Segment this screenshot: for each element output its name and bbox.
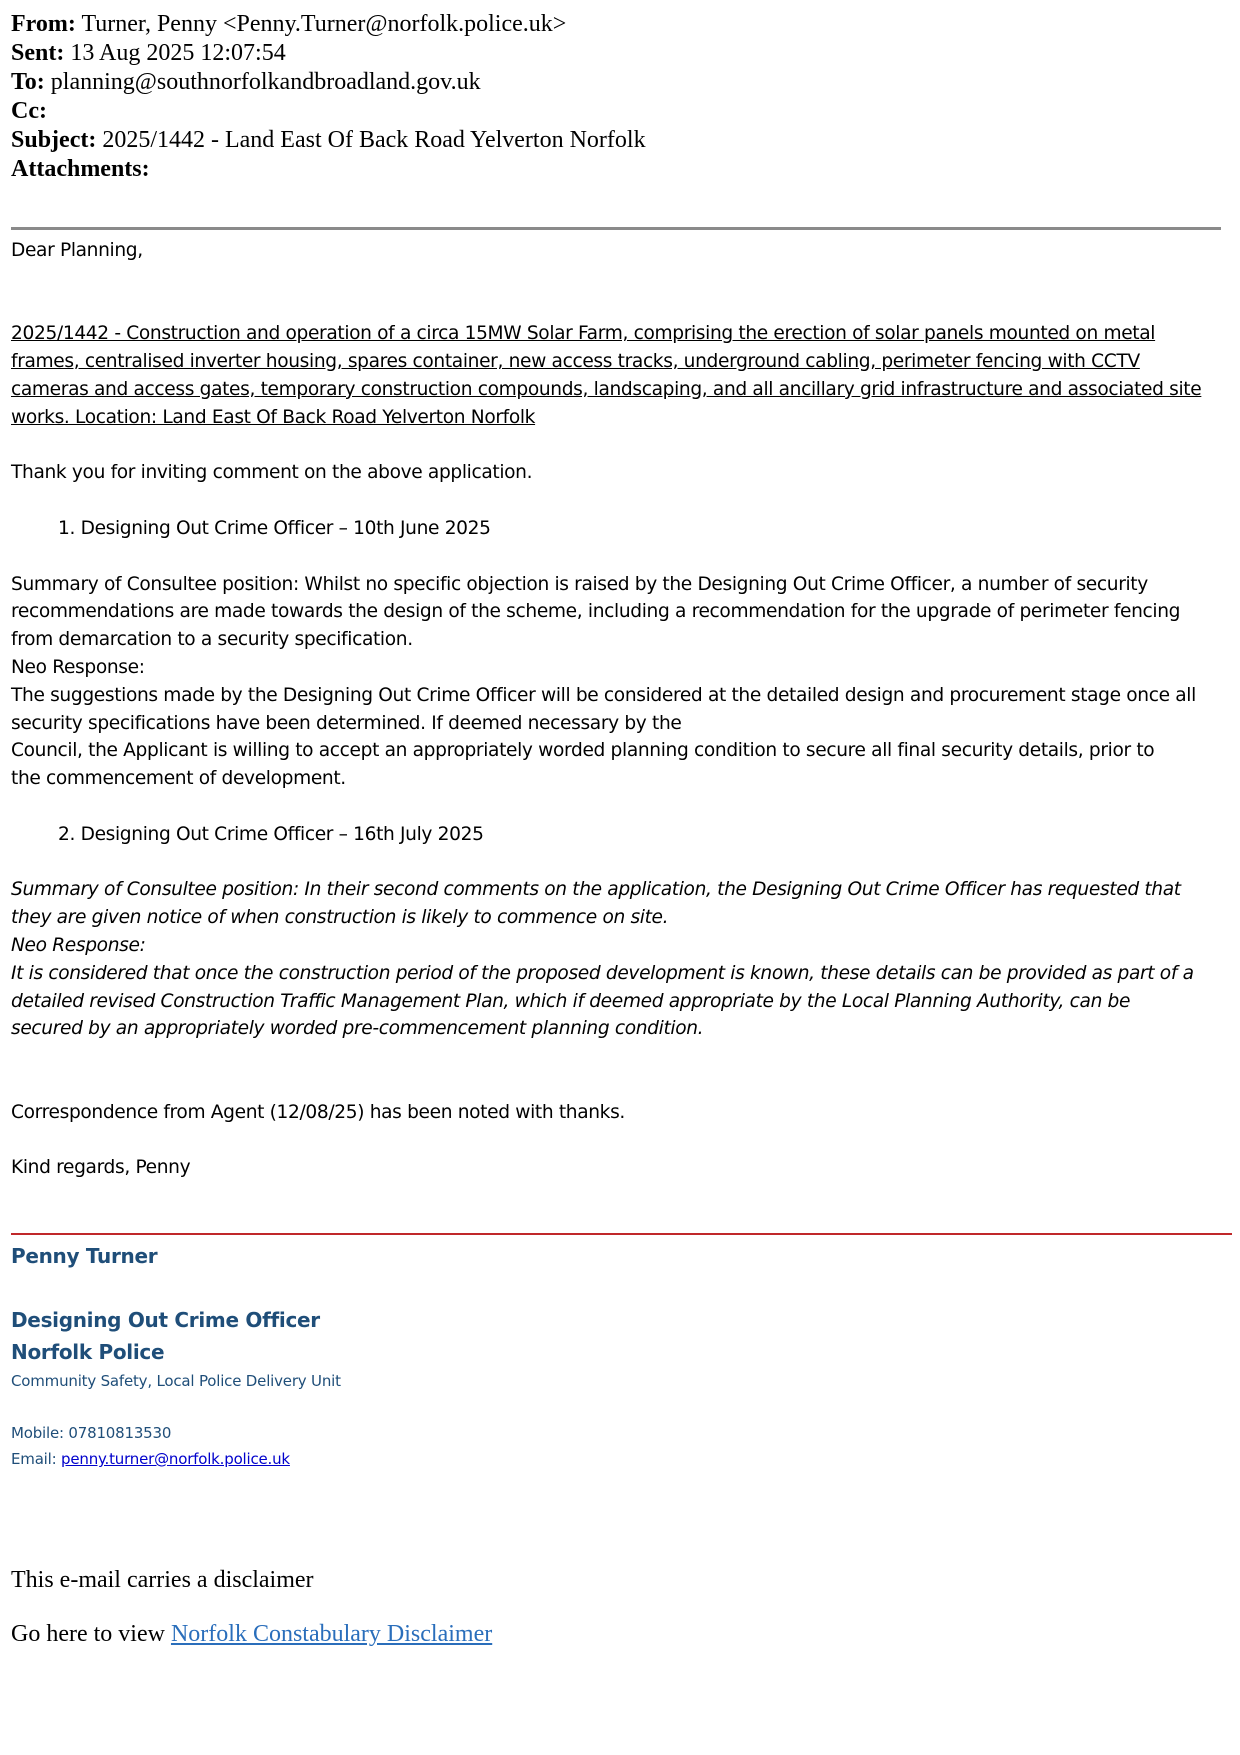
disclaimer-line: This e-mail carries a disclaimer bbox=[11, 1567, 314, 1593]
item2-neo-line: secured by an appropriately worded pre-commencement planning condition. bbox=[11, 1018, 704, 1040]
thanks-line: Thank you for inviting comment on the above application. bbox=[11, 462, 533, 484]
header-divider bbox=[11, 227, 1221, 230]
cc-label: Cc: bbox=[11, 98, 47, 124]
application-line: cameras and access gates, temporary construction compounds, landscaping, and all ancillary grid infrastructure and associated site bbox=[11, 378, 1202, 400]
signature-email-row bbox=[11, 1446, 341, 1472]
subject-value: 2025/1442 - Land East Of Back Road Yelverton Norfolk bbox=[102, 127, 646, 153]
signature-title: Designing Out Crime Officer bbox=[11, 1308, 320, 1332]
attachments-label: Attachments: bbox=[11, 156, 150, 182]
signature-organisation: Norfolk Police bbox=[11, 1340, 165, 1364]
item2-summary-line: they are given notice of when construction is likely to commence on site. bbox=[11, 907, 669, 929]
item1-heading: 1. Designing Out Crime Officer – 10th June 2025 bbox=[58, 517, 491, 539]
application-line: works. Location: Land East Of Back Road Yelverton Norfolk bbox=[11, 406, 536, 428]
to-row bbox=[11, 68, 1211, 97]
email-header bbox=[11, 10, 1211, 184]
item1-neo-line: Council, the Applicant is willing to accept an appropriately worded planning condition to secure all final security details, prior to bbox=[11, 740, 1155, 762]
signoff: Kind regards, Penny bbox=[11, 1157, 191, 1179]
email-body bbox=[11, 237, 1226, 1182]
from-row bbox=[11, 10, 1211, 39]
subject-row bbox=[11, 126, 1211, 155]
signature-email-label: Email: bbox=[11, 1450, 62, 1468]
item1-neo-line: the commencement of development. bbox=[11, 768, 346, 790]
item2-neo-line: It is considered that once the construction period of the proposed development is known, these details can be provided as part of a bbox=[11, 962, 1194, 984]
item1-neo-label: Neo Response: bbox=[11, 656, 145, 678]
item1-neo-line: security specifications have been determined. If deemed necessary by the bbox=[11, 712, 682, 734]
cc-row bbox=[11, 97, 1211, 126]
item1-neo-line: The suggestions made by the Designing Out Crime Officer will be considered at the detailed design and procurement stage once all bbox=[11, 684, 1196, 706]
signature-unit: Community Safety, Local Police Delivery Unit bbox=[11, 1372, 341, 1390]
signature-name: Penny Turner bbox=[11, 1244, 158, 1268]
greeting: Dear Planning, bbox=[11, 240, 143, 261]
application-line: 2025/1442 - Construction and operation of a circa 15MW Solar Farm, comprising the erection of solar panels mounted on metal bbox=[11, 323, 1156, 345]
signature-divider bbox=[11, 1233, 1232, 1235]
application-line: frames, centralised inverter housing, spares container, new access tracks, underground cabling, perimeter fencing with CCTV bbox=[11, 351, 1140, 373]
from-label: From: bbox=[11, 11, 76, 37]
sent-value: 13 Aug 2025 12:07:54 bbox=[70, 40, 286, 66]
item2-neo-label: Neo Response: bbox=[11, 934, 146, 956]
disclaimer-link[interactable]: Norfolk Constabulary Disclaimer bbox=[170, 1621, 493, 1647]
correspondence-line: Correspondence from Agent (12/08/25) has been noted with thanks. bbox=[11, 1101, 625, 1123]
item2-summary-line: Summary of Consultee position: In their second comments on the application, the Designing Out Crime Officer has requested that bbox=[11, 879, 1181, 901]
from-value: Turner, Penny <Penny.Turner@norfolk.police.uk> bbox=[81, 11, 567, 37]
attachments-row bbox=[11, 155, 1211, 184]
subject-label: Subject: bbox=[11, 127, 97, 153]
signature-block bbox=[11, 1242, 341, 1472]
item2-neo-line: detailed revised Construction Traffic Management Plan, which if deemed appropriate by the Local Planning Authority, can be bbox=[11, 990, 1131, 1012]
signature-mobile: Mobile: 07810813530 bbox=[11, 1424, 172, 1442]
sent-row bbox=[11, 39, 1211, 68]
sent-label: Sent: bbox=[11, 40, 65, 66]
to-label: To: bbox=[11, 69, 45, 95]
item2-heading: 2. Designing Out Crime Officer – 16th July 2025 bbox=[58, 823, 484, 845]
signature-email-link[interactable]: penny.turner@norfolk.police.uk bbox=[61, 1450, 290, 1468]
item2-block bbox=[11, 876, 1226, 1043]
item1-summary-line: Summary of Consultee position: Whilst no specific objection is raised by the Designing Out Crime Officer, a number of security bbox=[11, 573, 1148, 595]
disclaimer-prefix: Go here to view bbox=[11, 1621, 171, 1647]
application-description bbox=[11, 320, 1226, 431]
item1-summary-line: recommendations are made towards the design of the scheme, including a recommendation for the upgrade of perimeter fencing bbox=[11, 601, 1181, 623]
disclaimer-block bbox=[11, 1565, 492, 1649]
disclaimer-link-row bbox=[11, 1619, 492, 1649]
item1-summary-line: from demarcation to a security specification. bbox=[11, 629, 413, 651]
to-value: planning@southnorfolkandbroadland.gov.uk bbox=[50, 69, 481, 95]
